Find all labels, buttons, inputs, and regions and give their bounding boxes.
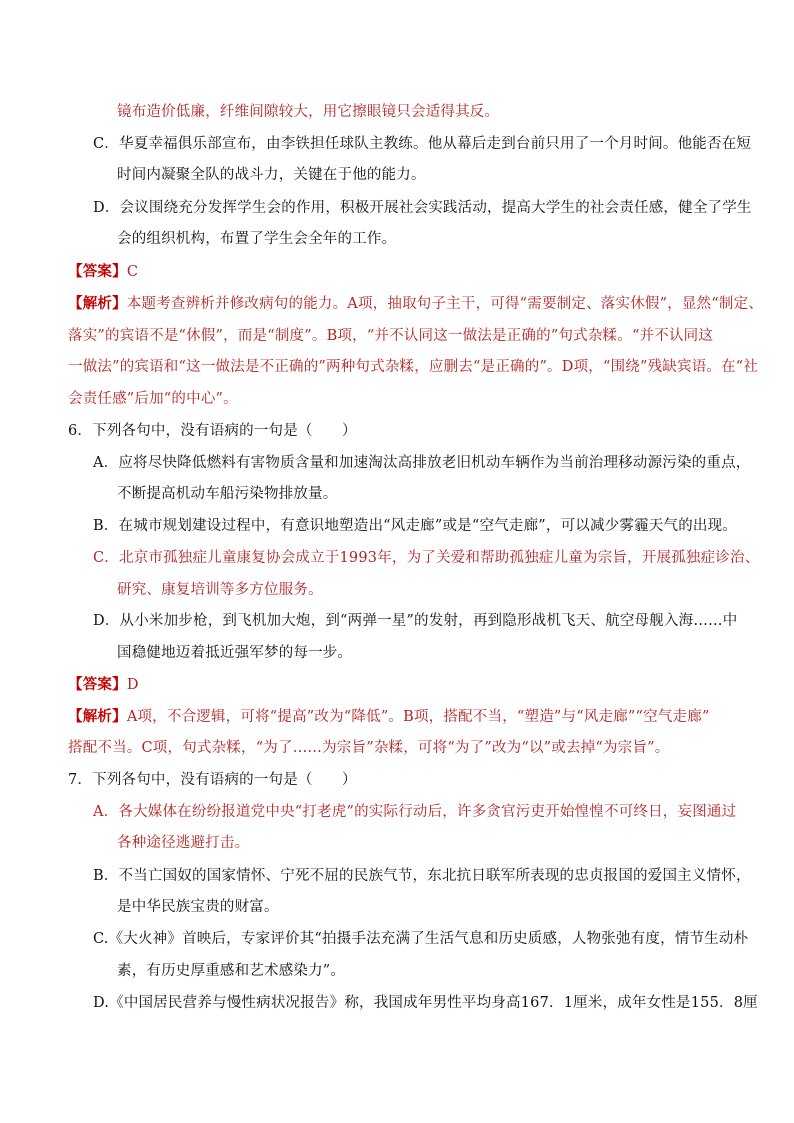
answer-value: D [126,677,139,693]
answer-label: 【答案】 [68,676,127,693]
q6-explanation-line2: 搭配不当。C项，句式杂糅，“为了……为宗旨”杂糅，可将“为了”改为“以”或去掉“为宗旨”。 [68,740,670,756]
q7-option-b-line2: 是中华民族宝贵的财富。 [117,899,279,915]
q5-option-d-line1: D．会议围绕充分发挥学生会的作用，积极开展社会实践活动，提高大学生的社会责任感，健全了学生 [93,200,752,216]
q6-option-a-line2: 不断提高机动车船污染物排放量。 [117,486,338,502]
q7-option-c-line2: 素，有历史厚重感和艺术感染力”。 [117,963,346,979]
q6-option-d-line1: D．从小米加步枪，到飞机加大炮，到“两弹一星”的发射，再到隐形战机飞天、航空母舰入海……中 [93,613,738,629]
explanation-text: 本题考查辨析并修改病句的能力。A项，抽取句子主干，可得“需要制定、落实休假”，显然“制定、 [126,296,764,312]
q5-option-b-continuation: 镜布造价低廉，纤维间隙较大，用它擦眼镜只会适得其反。 [117,104,500,120]
question-6-stem: 6．下列各句中，没有语病的一句是（ ） [68,423,357,439]
q7-option-c-line1: C.《大火神》首映后，专家评价其“拍摄手法充满了生活气息和历史质感，人物张弛有度，情节生动朴 [93,931,749,947]
q5-explanation-line4: 会责任感”后加“的中心”。 [68,391,238,407]
q5-explanation-line2: 落实”的宾语不是“休假”，而是“制度”。B项，“并不认同这一做法是正确的”句式杂糅。“并不认同这 [68,328,714,344]
q7-option-d-line1: D.《中国居民营养与慢性病状况报告》称，我国成年男性平均身高167．1厘米，成年女性是155．8厘 [93,995,758,1011]
question-7-stem: 7．下列各句中，没有语病的一句是（ ） [68,772,357,788]
q6-option-d-line2: 国稳健地迈着抵近强军梦的每一步。 [117,645,353,661]
q6-option-b: B．在城市规划建设过程中，有意识地塑造出“风走廊”或是“空气走廊”，可以减少雾霾天气的出现。 [93,518,738,534]
q5-option-c-line2: 时间内凝聚全队的战斗力，关键在于他的能力。 [117,167,426,183]
q6-explanation-line1 [68,707,710,727]
explanation-label: 【解析】 [68,708,127,725]
q6-answer [68,675,139,695]
answer-value: C [126,264,139,280]
q5-explanation-line3: 一做法”的宾语和“这一做法是不正确的”两种句式杂糅，应删去“是正确的”。D项，“围绕”残缺宾语。在“社 [68,359,759,375]
q6-option-c-line1: C．北京市孤独症儿童康复协会成立于1993年，为了关爱和帮助孤独症儿童为宗旨，开展孤独症诊治、 [93,550,760,566]
q7-option-a-line1: A．各大媒体在纷纷报道党中央“打老虎”的实际行动后，许多贪官污吏开始惶惶不可终日，妄图通过 [93,804,737,820]
answer-label: 【答案】 [68,263,127,280]
q6-option-a-line1: A．应将尽快降低燃料有害物质含量和加速淘汰高排放老旧机动车辆作为当前治理移动源污染的重点， [93,455,751,471]
q6-option-c-line2: 研究、康复培训等多方位服务。 [117,582,323,598]
q5-option-c-line1: C．华夏幸福俱乐部宣布，由李铁担任球队主教练。他从幕后走到台前只用了一个月时间。他能否在短 [93,136,752,152]
explanation-text: A项，不合逻辑，可将“提高”改为“降低”。B项，搭配不当，“塑造”与“风走廊”“空气走廊” [126,709,710,725]
q7-option-b-line1: B．不当亡国奴的国家情怀、宁死不屈的民族气节，东北抗日联军所表现的忠贞报国的爱国主义情怀， [93,868,751,884]
q5-answer [68,262,138,282]
q5-option-d-line2: 会的组织机构，布置了学生会全年的工作。 [117,231,397,247]
q5-explanation-line1 [68,294,763,314]
q7-option-a-line2: 各种途径逃避打击。 [117,835,250,851]
explanation-label: 【解析】 [68,295,127,312]
